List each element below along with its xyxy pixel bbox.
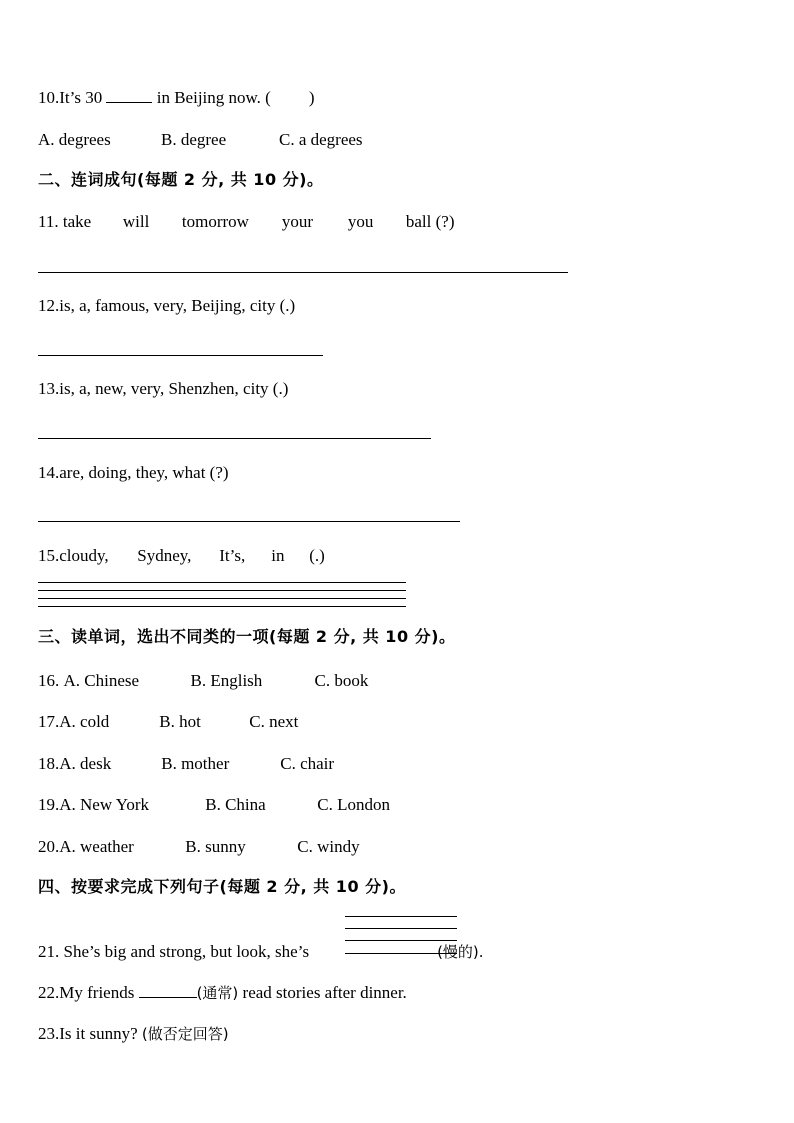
hint-text: (通常): [196, 984, 239, 1002]
answer-line-15a[interactable]: [38, 582, 406, 583]
answer-line-15b[interactable]: [38, 590, 406, 591]
section-2-heading: 二、连词成句(每题 2 分, 共 10 分)。: [38, 170, 324, 189]
option-a[interactable]: A. cold: [59, 712, 110, 731]
word-6: ball (?): [405, 212, 455, 231]
question-number: 12.: [38, 296, 60, 315]
option-b[interactable]: B. mother: [161, 754, 230, 773]
answer-blank[interactable]: [106, 88, 152, 103]
question-13: [38, 379, 288, 399]
question-22: [38, 983, 407, 1003]
answer-line-14[interactable]: [38, 521, 460, 522]
option-b[interactable]: B. sunny: [185, 837, 246, 856]
question-12: [38, 296, 295, 316]
word-3: It’s,: [219, 546, 246, 565]
question-15: [38, 546, 325, 566]
answer-line-12[interactable]: [38, 355, 323, 356]
question-number: 10.: [38, 88, 60, 107]
question-number: 11.: [38, 212, 59, 231]
hint-text: (慢的).: [437, 943, 484, 961]
question-text-post: in Beijing now. (: [156, 88, 271, 107]
answer-line-21c[interactable]: [345, 940, 457, 941]
word-2: Sydney,: [137, 546, 192, 565]
question-number: 18.: [38, 754, 60, 773]
question-number: 16.: [38, 671, 64, 690]
answer-line-21a[interactable]: [345, 916, 457, 917]
option-a[interactable]: A. New York: [59, 795, 149, 814]
question-number: 21.: [38, 942, 64, 961]
question-text: is, a, new, very, Shenzhen, city (.): [59, 379, 289, 398]
hint-text: (做否定回答): [141, 1025, 229, 1043]
section-3-heading: 三、读单词，选出不同类的一项(每题 2 分, 共 10 分)。: [38, 627, 456, 646]
question-18: [38, 754, 334, 774]
question-20: [38, 837, 360, 857]
option-b[interactable]: B. degree: [161, 130, 227, 149]
option-b[interactable]: B. hot: [159, 712, 201, 731]
option-c[interactable]: C. next: [249, 712, 299, 731]
word-1: cloudy,: [59, 546, 109, 565]
option-a[interactable]: A. Chinese: [63, 671, 140, 690]
question-23: [38, 1024, 229, 1044]
question-number: 19.: [38, 795, 60, 814]
answer-line-13[interactable]: [38, 438, 431, 439]
option-a[interactable]: A. desk: [59, 754, 112, 773]
word-5: you: [347, 212, 374, 231]
question-text-pre: My friends: [59, 983, 135, 1002]
question-19: [38, 795, 390, 815]
option-c[interactable]: C. a degrees: [279, 130, 363, 149]
option-c[interactable]: C. book: [314, 671, 369, 690]
question-number: 13.: [38, 379, 60, 398]
word-1: take: [62, 212, 92, 231]
question-17: [38, 712, 298, 732]
option-b[interactable]: B. China: [205, 795, 266, 814]
question-text: are, doing, they, what (?): [59, 463, 229, 482]
word-5: (.): [309, 546, 325, 565]
word-4: in: [271, 546, 285, 565]
option-c[interactable]: C. London: [317, 795, 390, 814]
question-number: 14.: [38, 463, 60, 482]
question-text: is, a, famous, very, Beijing, city (.): [59, 296, 296, 315]
question-14: [38, 463, 229, 483]
answer-line-15d[interactable]: [38, 606, 406, 607]
option-a[interactable]: A. weather: [59, 837, 134, 856]
question-10-options: [38, 130, 363, 150]
question-number: 20.: [38, 837, 60, 856]
answer-line-11[interactable]: [38, 272, 568, 273]
answer-line-21b[interactable]: [345, 928, 457, 929]
option-b[interactable]: B. English: [190, 671, 263, 690]
option-c[interactable]: C. chair: [280, 754, 335, 773]
option-a[interactable]: A. degrees: [38, 130, 111, 149]
option-c[interactable]: C. windy: [297, 837, 360, 856]
question-number: 15.: [38, 546, 60, 565]
section-4-heading: 四、按要求完成下列句子(每题 2 分, 共 10 分)。: [38, 877, 406, 896]
question-number: 17.: [38, 712, 60, 731]
question-11: [38, 212, 454, 232]
question-text-pre: It’s 30: [59, 88, 103, 107]
word-3: tomorrow: [181, 212, 249, 231]
question-10: [38, 88, 315, 108]
question-16: [38, 671, 368, 691]
question-text-post: read stories after dinner.: [238, 983, 407, 1002]
word-4: your: [281, 212, 314, 231]
paren-close: ): [308, 88, 315, 107]
word-2: will: [122, 212, 150, 231]
question-text: Is it sunny?: [59, 1024, 142, 1043]
answer-line-15c[interactable]: [38, 598, 406, 599]
question-21: [38, 942, 484, 962]
question-number: 22.: [38, 983, 60, 1002]
answer-blank[interactable]: [139, 983, 197, 998]
question-text: She’s big and strong, but look, she’s: [63, 942, 310, 961]
question-number: 23.: [38, 1024, 60, 1043]
